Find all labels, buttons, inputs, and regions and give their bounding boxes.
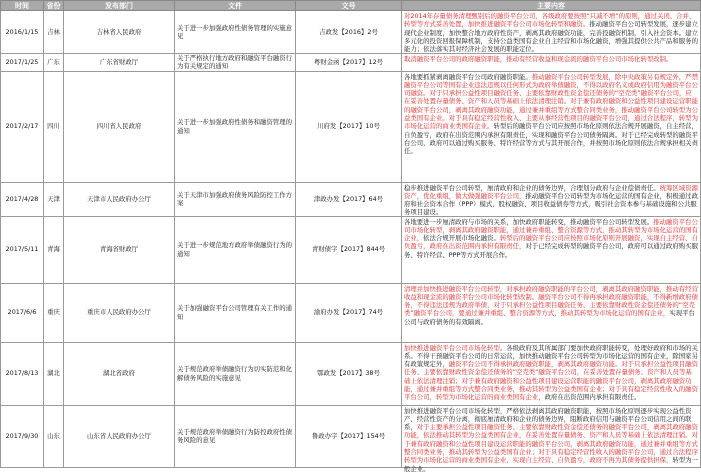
cell-province: 湖北 [44, 342, 64, 405]
cell-date: 2017/4/28 [1, 182, 44, 216]
cell-province: 吉林 [44, 11, 64, 54]
cell-date: 2017/1/25 [1, 54, 44, 72]
table-row [1, 11, 701, 54]
content-segment: 转型后的融资平台公司应按照市场化原则依法合规开展融资，自主经营，自负盈亏，政府在出资范围内承担有限责任，实现和融资平台公司债务隔离。对于已经完成转型的融资平台公司，政府可以通过购买服务、特许经营等方式与其开展合作，并按照市场化原则依法合规承担相关责任。 [404, 122, 698, 156]
content-segment: 对于已经完成转型的融资平台公司，政府可以通过政府购买服务、特许经营、PPP等方式开展合作。 [404, 242, 698, 259]
header-main-content: 主要内容 [402, 1, 701, 11]
cell-main-content [402, 342, 701, 405]
content-segment: 对2014年存量债务清理甄别后的融资平台公司，各级政府要按照“只减不增”的原则，通过关闭、合并、转型等方式妥善处置，加快推进融资平台公司市场化转型和融资。 [404, 12, 696, 29]
cell-document: 关于进一步加强政府性债务管理的实施意见 [175, 11, 296, 54]
content-segment: 各地要进一步厘清政府与市场的关系，加快政府职能转变，推动融资平台公司转型发展。 [404, 217, 654, 226]
content-segment: 转型后的融资平台公司应按照市场化原则开展融资，实现自主经营、自负盈亏，政府在出资范围内承担有限责任， [404, 234, 698, 251]
cell-document: 关于规范政府举债融资行为防控政府性债务风险的意见 [175, 405, 296, 467]
content-segment: 取消融资平台公司的政府融资职能，推动有经营收益和现金流的融资平台公司市场化转型改制。 [404, 55, 673, 63]
cell-main-content [402, 54, 701, 72]
cell-doc-number: 吉政发【2016】2号 [296, 11, 402, 54]
content-segment: 推动融资平台公司转型发展，逐步建立现代企业制度，加快整合地方政府性资产，剥离其政府融资功能，完善投融资机制，引入社会资本。建立多元化的投资回报保障机制，支持公益类国有企业自主经营和市场化融资，增强其提供公共产品和服务的能力；依法落实其对经济社会发展的职能定位。 [404, 20, 698, 54]
cell-doc-number: 川府发【2017】10号 [296, 71, 402, 182]
table-row [1, 182, 701, 216]
cell-document: 关于进一步规范地方政府举债融资行为的通知 [175, 216, 296, 283]
cell-date: 2017/6/6 [1, 283, 44, 342]
header-doc-number: 文号 [296, 1, 402, 11]
cell-main-content [402, 11, 701, 54]
cell-province: 广东 [44, 54, 64, 72]
cell-main-content [402, 182, 701, 216]
content-segment: 推动融资平台公司市场化转型，剥离其政府融资职能，通过兼并重组、整合资源等方式，推动其转型为市场化运营的国有企业， [404, 217, 698, 243]
cell-date: 2016/1/15 [1, 11, 44, 54]
cell-doc-number: 粤财金函【2017】12号 [296, 54, 402, 72]
table-row [1, 54, 701, 72]
content-segment: 转型为一般企业。 [404, 456, 698, 473]
content-segment: 除中央政策另有规定外，严禁融资平台公司等国有企业违法违规以任何形式为政府举债融资，不得以政府名义或政府信用为融资平台公司融资。对于只承担公益性项目融资任务、主要依靠财政性资金偿还债务的“空壳类”融资平台公司，应在妥善处置存量债务、资产和人员等基础上依法清理注销。对于兼有政府融资和公益性项目建设运营职能的融资平台公司，剥离其政府融资功能，通过兼并重组等方式整合同类业务，推动融资平台公司转型为公益类国有企业。对于具有稳定经营性收入、主要从事经营性项目的融资平台公司，通过合法程序，转型为市场化运营的商业类国有企业。 [404, 72, 698, 131]
cell-main-content [402, 283, 701, 342]
cell-document: 关于天津市加强政府债务风险防控工作方案 [175, 182, 296, 216]
content-segment: 推动融资平台公司转型为市场化运营的国有企业，积极通过政府和社会资本合作（PPP）模式、股权融资、项目收益债券等方式，吸引社会资本参与基础设施和公共服务项目建设。 [404, 191, 698, 217]
cell-doc-number: 鄂政发【2017】38号 [296, 342, 402, 405]
cell-date: 2017/5/11 [1, 216, 44, 283]
content-segment: 政府在出资范围内承担有限责任。 [544, 393, 641, 402]
cell-date: 2017/9/30 [1, 405, 44, 467]
table-header-row [1, 1, 701, 11]
header-document: 文件 [175, 1, 296, 11]
cell-dept: 天津市人民政府办公厅 [64, 182, 175, 216]
cell-doc-number: 鲁政办字【2017】154号 [296, 405, 402, 467]
cell-main-content [402, 216, 701, 283]
cell-dept: 广东省财政厅 [64, 54, 175, 72]
content-segment: 实现平台公司与政府债务的有效隔离。 [404, 309, 695, 326]
content-segment: 清理并加快推进融资平台公司转型，对承担政府融资职能的平台公司，剥离其政府融资职能，推动有经营收益和现金流的融资平台公司市场化转型改制。融资平台公司不得再承担政府融资职能，不得新增政府债务，不得违法违规为政府举债，对于只承担公益性项目融资任务、主要依靠财政性资金偿还债务的“空壳类”融资平台公司，要通过兼并重组、整合资源等方式，推动其转型为市场化运营的国有企业， [404, 284, 698, 318]
cell-province: 四川 [44, 71, 64, 182]
cell-doc-number: 渝府办发【2017】74号 [296, 283, 402, 342]
content-segment: 加快推进融资平台公司市场化转型，严格依法剥离其政府融资职能，按照市场化原则逐步实现公益性资产、经营性资产的分离，彻底厘清政府和企业的债务边界，阻断政府信用与融资平台公司信用之间的联系， [404, 406, 692, 432]
cell-dept: 吉林省人民政府 [64, 11, 175, 54]
cell-province: 重庆 [44, 283, 64, 342]
header-date: 时间 [1, 1, 44, 11]
cell-doc-number: 津政办发【2017】64号 [296, 182, 402, 216]
content-segment: 各级政府及其所属部门要加快政府职能转变，处理好政府和市场的关系。不得干预融资平台公司的日常运营，加快推动融资平台公司转型为市场化运营的国有企业，除国家另有政策规定外， [404, 343, 698, 369]
cell-document: 关于进一步加强政府性债务和融资管理的通知 [175, 71, 296, 182]
header-dept: 发布部门 [64, 1, 175, 11]
content-segment: 加快推进融资平台公司市场化转型。 [404, 343, 507, 352]
table-row [1, 71, 701, 182]
cell-dept: 重庆市人民政府办公厅 [64, 283, 175, 342]
table-row [1, 216, 701, 283]
content-segment: 统筹区域资源资产，优化重组，做大做强融资平台公司， [404, 183, 698, 200]
cell-document: 关于规范政府举债融资行为切实防范和化解债务风险的实施意见 [175, 342, 296, 405]
cell-dept: 山东省人民政府办公厅 [64, 405, 175, 467]
cell-main-content [402, 71, 701, 182]
table-row [1, 342, 701, 405]
content-segment: 依法合规开展市场化融资。 [423, 234, 500, 243]
header-province: 省份 [44, 1, 64, 11]
cell-document: 关于加强融资平台公司管理有关工作的通知 [175, 283, 296, 342]
cell-dept: 湖北省政府 [64, 342, 175, 405]
cell-province: 青海 [44, 216, 64, 283]
content-segment: 融资平台公司不得承担政府融资职能，剥离其政府融资功能。对于只承担公益性项目融资任务、主要依靠财政性资金偿还债务的“空壳类”融资平台公司，在妥善处置存量债务、资产和人员等基础上依法清理注销；对于兼有政府融资和公益性项目建设运营职能的融资平台公司，剥离其政府融资功能，通过兼并重组等方式整合同类业务，推动其转型为公益类国有企业；对于具有稳定经营性收入的融资平台公司，转型为市场化运营的商业类国有企业， [404, 360, 698, 402]
table-row [1, 283, 701, 342]
content-segment: 稳步推进融资平台公司转型，厘清政府和企业的债务边界，合理划分政府与企业偿债责任。 [404, 183, 660, 192]
table-row [1, 405, 701, 467]
cell-province: 天津 [44, 182, 64, 216]
content-segment: 对于主要承担公益性项目融资任务、主要依靠财政性资金偿还债务的融资平台公司，剥离其政府融资功能，依法推动其转型为公益类国有企业，在妥善处置存量债务、资产和人员等基础上依法清理注销。对于兼有政府融资和公益性项目建设运营职能的融资平台公司，剥离其政府融资功能，通过兼并重组等方式整合同类业务，推动其转型为公益类国有企业；对于具有稳定经营性收入的融资平台公司，通过合法程序转型为市场化运营的商业类国有企业，实现自主经营、自负盈亏，政府不再为其债务提供担保， [404, 423, 698, 465]
content-segment: 各地要抓紧剥离融资平台公司政府融资职能。 [404, 72, 532, 81]
cell-province: 山东 [44, 405, 64, 467]
content-segment: 推动融资平台公司转型发展， [531, 72, 615, 81]
cell-date: 2017/2/17 [1, 71, 44, 182]
cell-main-content [402, 405, 701, 473]
cell-date: 2017/8/13 [1, 342, 44, 405]
cell-document: 关于严格执行地方政府和融资平台融资行为有关规定的通知 [175, 54, 296, 72]
cell-dept: 青海省财政厅 [64, 216, 175, 283]
cell-doc-number: 青财债字【2017】844号 [296, 216, 402, 283]
cell-dept: 四川省人民政府 [64, 71, 175, 182]
